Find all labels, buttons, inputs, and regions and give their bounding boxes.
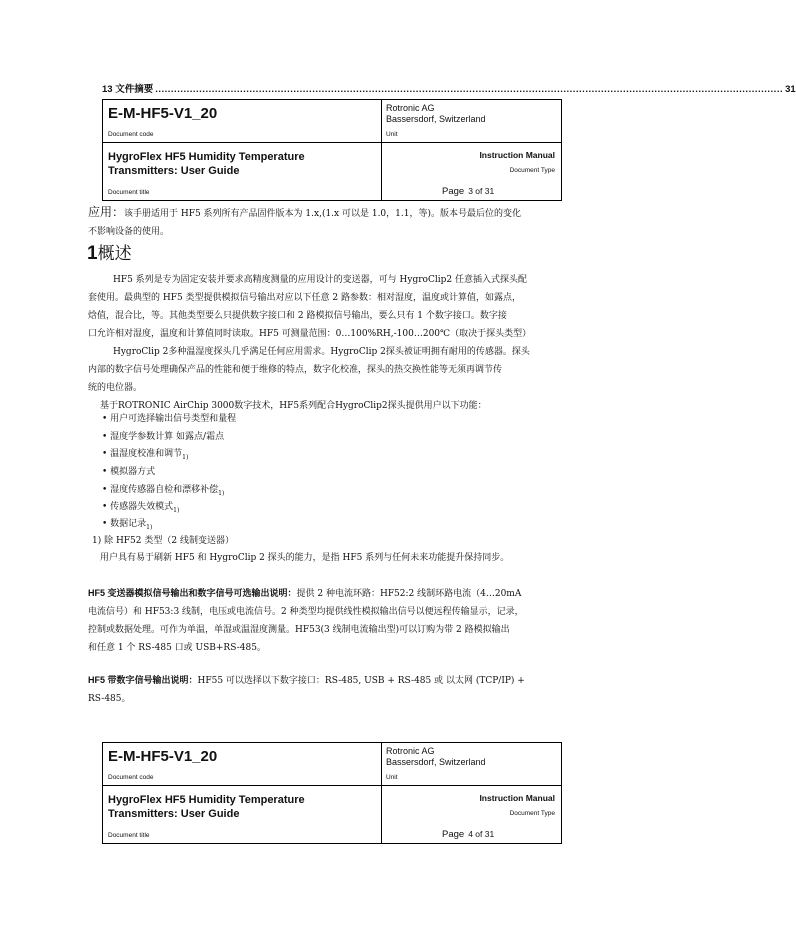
document-header-page-4 [102, 742, 562, 844]
unit-label: Unit [386, 774, 398, 781]
section-heading [87, 244, 132, 264]
digital-output-description: HF5 带数字信号输出说明：HF55 可以选择以下数字接口：RS-485, USB + RS-485 或 以太网 (TCP/IP) + RS-485。 [88, 675, 525, 704]
document-type-label: Document Type [509, 810, 555, 817]
unit-label: Unit [386, 131, 398, 138]
feature-item: • 模拟器方式 [102, 467, 156, 477]
overview-paragraph-1: HF5 系列是专为固定安装并要求高精度测量的应用设计的变送器，可与 HygroClip2 任意插入式探头配 套使用。最典型的 HF5 类型提供模拟信号输出对应以下任意 2 路参数：相对湿度，温度或计算值，如露点， 焓值，混合比，等。其他类型要么只提供数字接口和 2 路模拟信号输出，要么只有 1 个数字接口。数字接 口允许相对湿度，温度和计算值同时读取。HF5 可测量范围：0…100%RH,-100…200℃（取决于探头类型） [88, 275, 532, 339]
toc-entry[interactable] [102, 81, 796, 95]
application-note: 应用：该手册适用于 HF5 系列所有产品固件版本为 1.x,(1.x 可以是 1.0，1.1，等)。版本号最后位的变化 不影响设备的使用。 [88, 205, 521, 237]
document-type-label: Document Type [509, 167, 555, 174]
company-name: Rotronic AG Bassersdorf, Switzerland [386, 103, 486, 124]
toc-page-number: 31 [785, 84, 796, 95]
document-header-page-3 [102, 99, 562, 201]
overview-paragraph-3: 基于ROTRONIC AirChip 3000数字技术，HF5系列配合HygroClip2探头提供用户以下功能： [100, 401, 487, 411]
doc-title-label: Document title [108, 832, 150, 839]
feature-item: • 用户可选择输出信号类型和量程 [102, 414, 237, 424]
analog-output-description: HF5 变送器模拟信号输出和数字信号可选输出说明：提供 2 种电流环路：HF52:2 线制环路电流（4…20mA 电流信号）和 HF53:3 线制，电压或电流信号。2 种类型均提供线性模拟输出信号以便远程传输显示，记录， 控制或数据处理。可作为单温，单湿或温湿度测量。HF53(3 线制电流输出型)可以订购为带 2 路模拟输出 和任意 1 个 RS-485 口或 USB+RS-485。 [88, 588, 524, 653]
company-name: Rotronic AG Bassersdorf, Switzerland [386, 746, 486, 767]
section-title: 概述 [97, 244, 132, 264]
feature-item: • 数据记录$_{1)}$ [102, 519, 153, 531]
doc-code-label: Document code [108, 774, 154, 781]
digital-output-label: HF5 带数字信号输出说明： [88, 675, 198, 685]
upgrade-note: 用户具有易于刷新 HF5 和 HygroClip 2 探头的能力，是指 HF5 系列与任何未来功能提升保持同步。 [100, 553, 510, 563]
feature-item: • 传感器失效模式$_{1)}$ [102, 502, 180, 514]
doc-code: E-M-HF5-V1_20 [108, 748, 218, 765]
doc-code: E-M-HF5-V1_20 [108, 105, 218, 122]
section-number: 1 [87, 243, 98, 264]
footnote: 1) 除 HF52 类型（2 线制变送器） [92, 536, 234, 546]
document-type: Instruction Manual [479, 793, 555, 803]
doc-title-label: Document title [108, 189, 150, 196]
document-title: HygroFlex HF5 Humidity Temperature Transmitters: User Guide [108, 794, 305, 820]
analog-output-label: HF5 变送器模拟信号输出和数字信号可选输出说明： [88, 588, 297, 598]
feature-item: • 湿度传感器自检和漂移补偿$_{1)}$ [102, 485, 225, 497]
document-title: HygroFlex HF5 Humidity Temperature Transmitters: User Guide [108, 151, 305, 177]
application-label: 应用： [88, 205, 125, 219]
toc-label: 13 文件摘要 [102, 84, 154, 95]
feature-item: • 温湿度校准和调节$_{1)}$ [102, 449, 189, 461]
page-indicator: Page 3 of 31 [442, 186, 495, 197]
toc-leader-dots: ........................................................................................................................................................................................................ [155, 84, 784, 95]
page-indicator: Page 4 of 31 [442, 829, 495, 840]
overview-paragraph-2: HygroClip 2多种温湿度探头几乎满足任何应用需求。HygroClip 2探头被证明拥有耐用的传感器。探头 内部的数字信号处理确保产品的性能和便于维修的特点，数字化校准，探头的热交换性能等无须再调节传 统的电位器。 [88, 347, 530, 393]
document-type: Instruction Manual [479, 150, 555, 160]
doc-code-label: Document code [108, 131, 154, 138]
feature-item: • 湿度学参数计算 如露点/霜点 [102, 432, 225, 442]
